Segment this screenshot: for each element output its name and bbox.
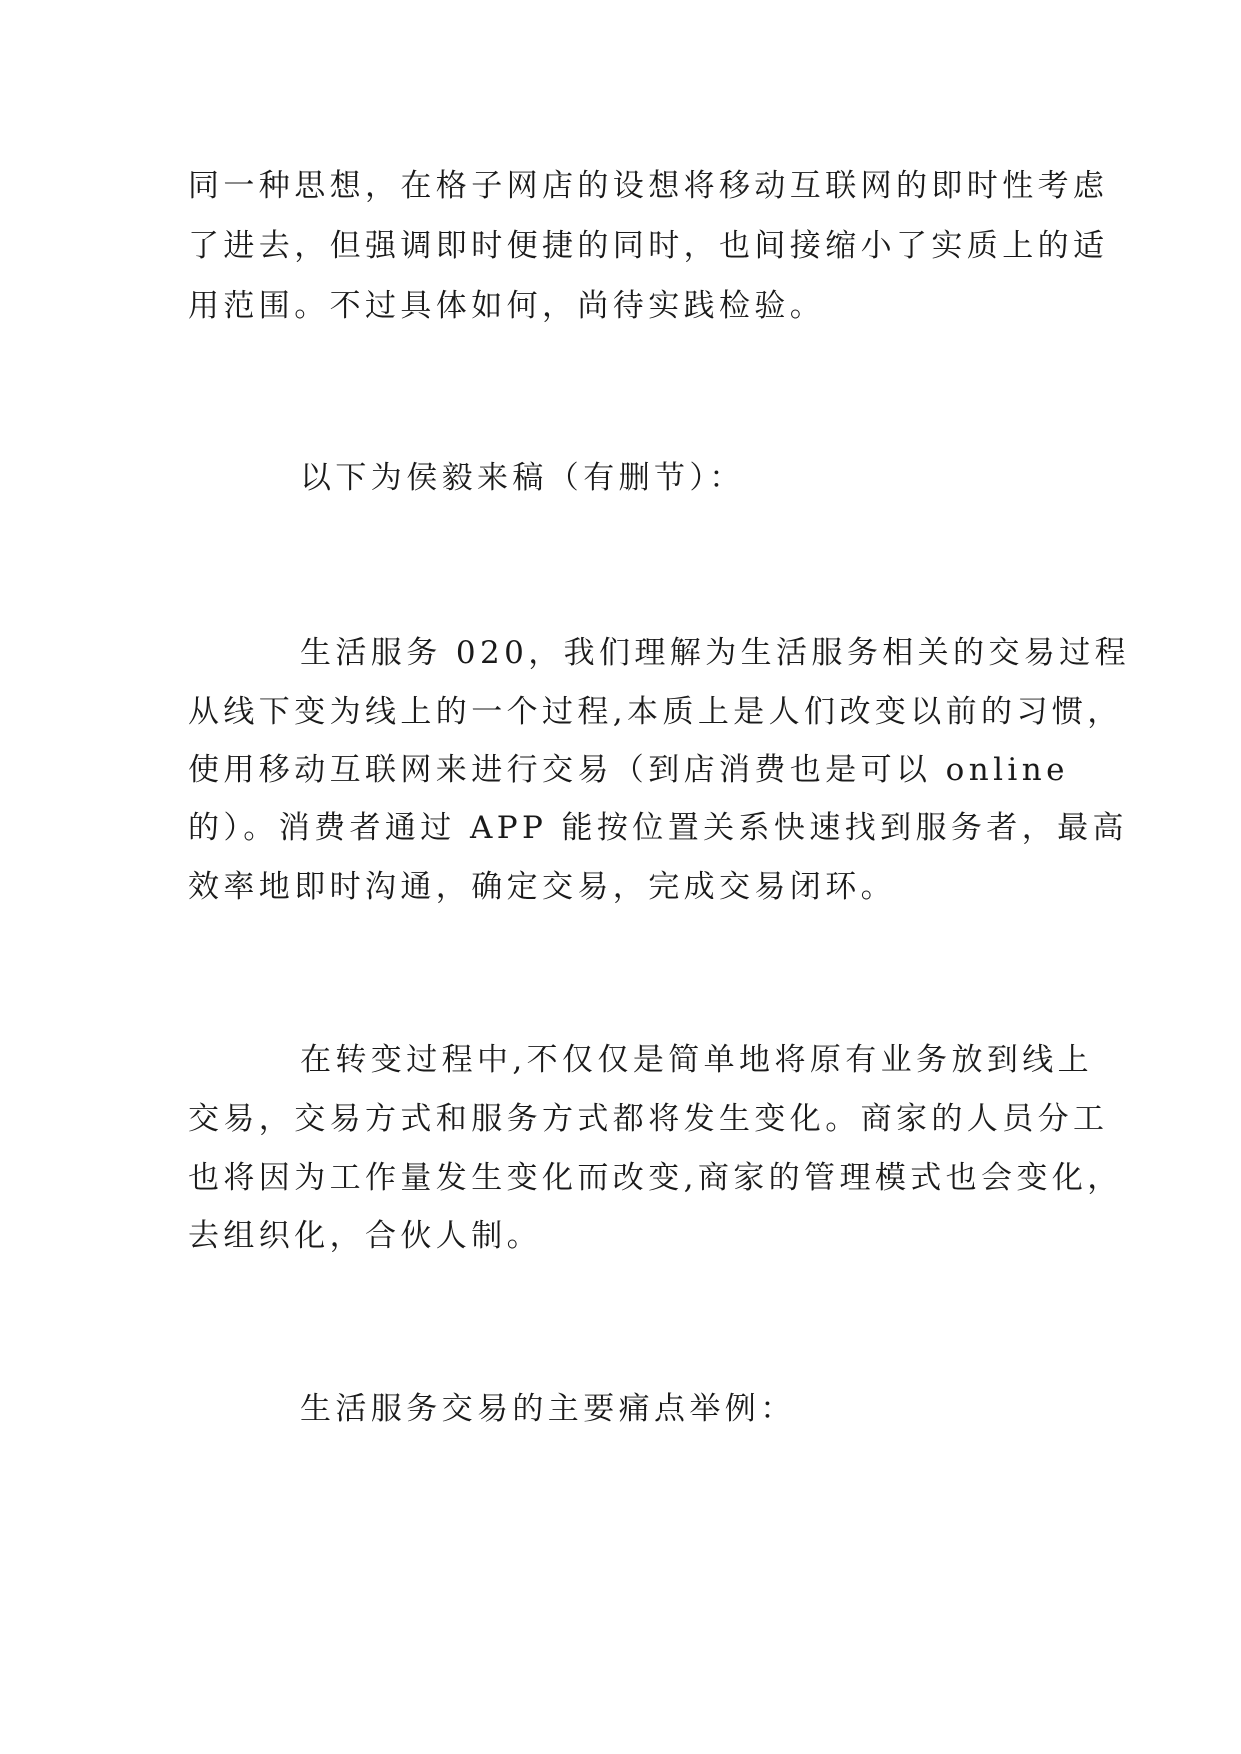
paragraph-line: 以下为侯毅来稿（有删节）： — [300, 460, 745, 496]
paragraph-line: 了进去，但强调即时便捷的同时，也间接缩小了实质上的适 — [188, 228, 1109, 264]
paragraph-line: 用范围。不过具体如何，尚待实践检验。 — [188, 288, 826, 324]
paragraph-line: 使用移动互联网来进行交易（到店消费也是可以 online — [188, 752, 1069, 788]
paragraph-line: 交易，交易方式和服务方式都将发生变化。商家的人员分工 — [188, 1101, 1109, 1137]
paragraph-line: 效率地即时沟通，确定交易，完成交易闭环。 — [188, 869, 896, 905]
paragraph-line: 去组织化，合伙人制。 — [188, 1218, 542, 1254]
paragraph-line: 同一种思想，在格子网店的设想将移动互联网的即时性考虑 — [188, 168, 1109, 204]
paragraph-line: 也将因为工作量发生变化而改变,商家的管理模式也会变化， — [188, 1160, 1123, 1196]
paragraph-line: 生活服务交易的主要痛点举例： — [300, 1391, 796, 1427]
paragraph-line: 在转变过程中,不仅仅是简单地将原有业务放到线上 — [300, 1042, 1094, 1078]
paragraph-line: 的）。消费者通过 APP 能按位置关系快速找到服务者，最高 — [188, 810, 1128, 846]
paragraph-line: 从线下变为线上的一个过程,本质上是人们改变以前的习惯， — [188, 694, 1123, 730]
paragraph-line: 生活服务 020，我们理解为生活服务相关的交易过程 — [300, 635, 1131, 671]
